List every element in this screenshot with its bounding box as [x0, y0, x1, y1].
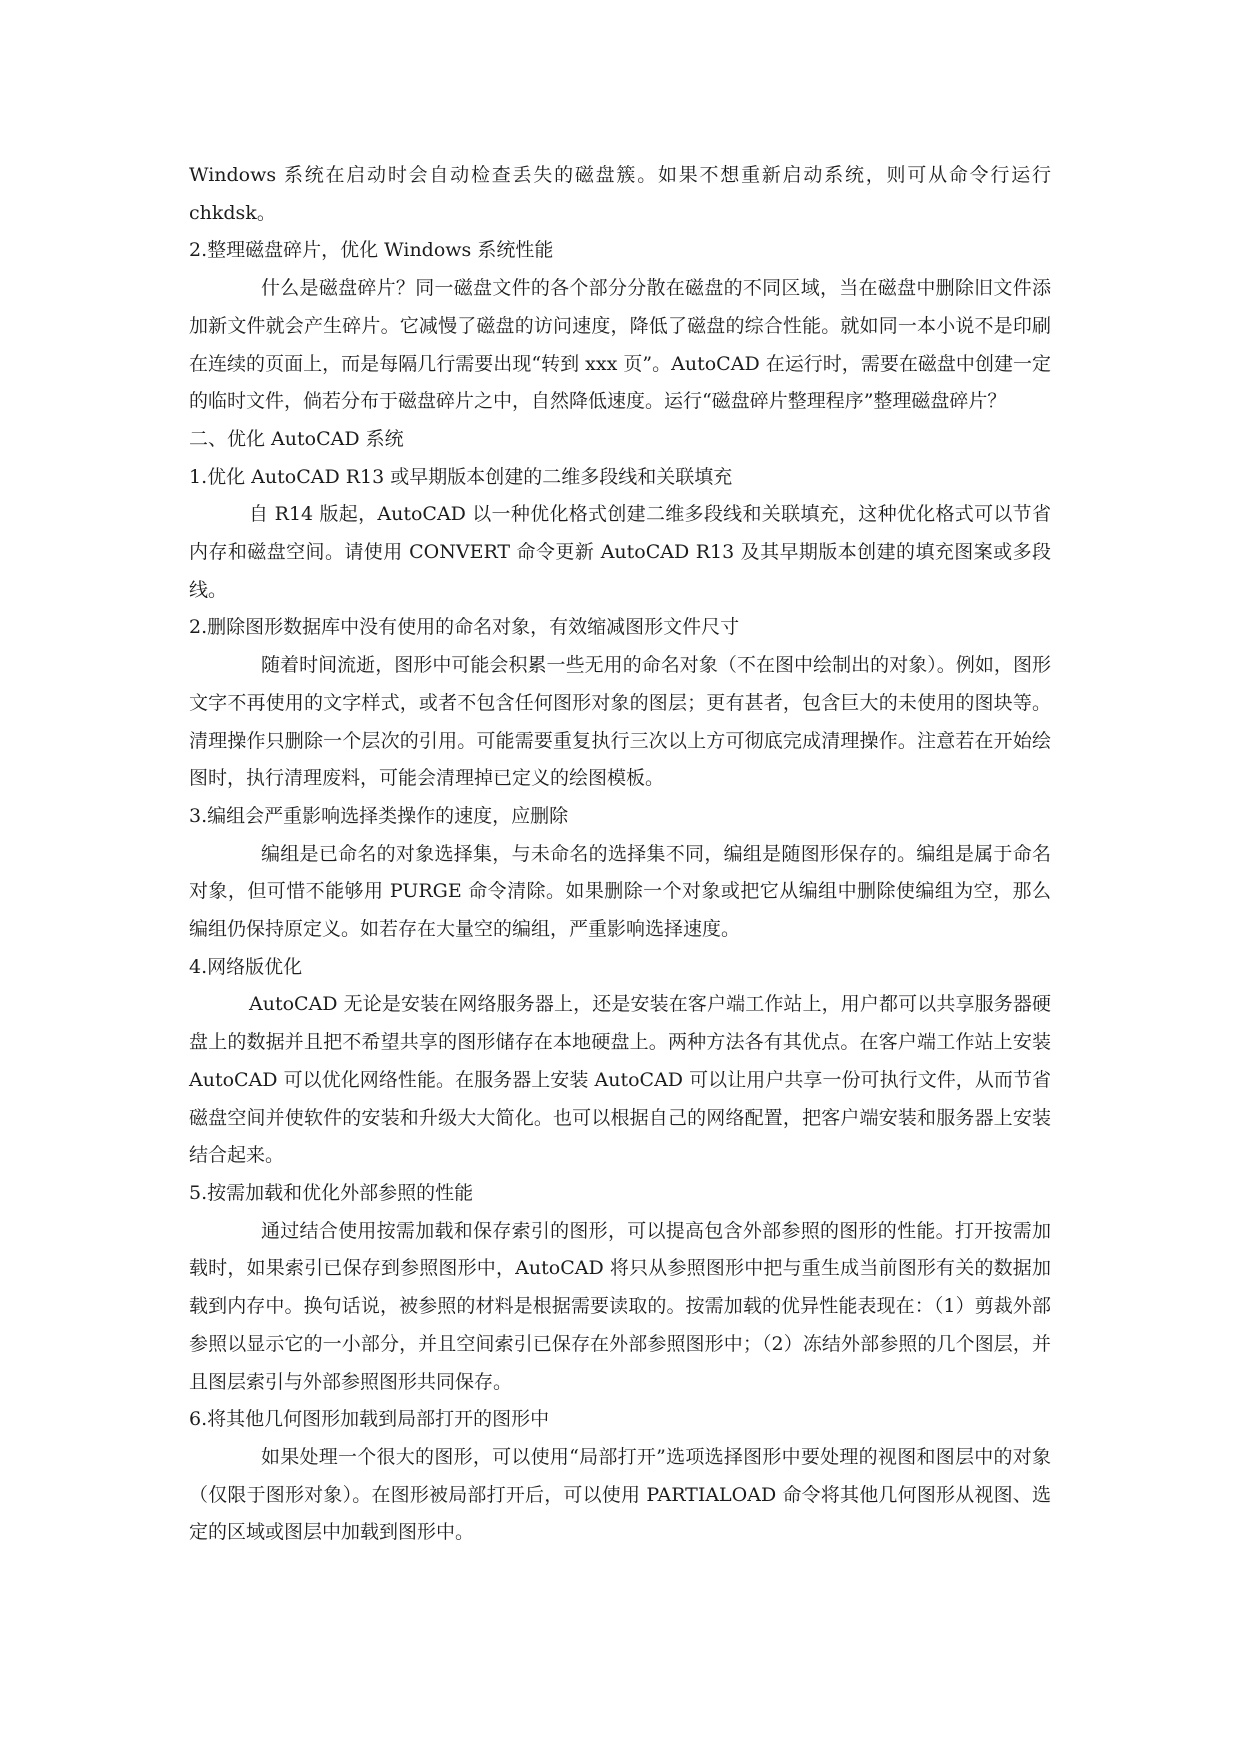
paragraph-xref-demand-load: 通过结合使用按需加载和保存索引的图形，可以提高包含外部参照的图形的性能。打开按需加载时，如果索引已保存到参照图形中，AutoCAD 将只从参照图形中把与重生成当前图形有关的数据加载到内存中。换句话说，被参照的材料是根据需要读取的。按需加载的优异性能表现在：（1）剪裁外部参照以显示它的一小部分，并且空间索引已保存在外部参照图形中；（2）冻结外部参照的几个图层，并且图层索引与外部参照图形共同保存。: [189, 1219, 1051, 1393]
paragraph-groups: 编组是已命名的对象选择集，与未命名的选择集不同，编组是随图形保存的。编组是属于命名对象，但可惜不能够用 PURGE 命令清除。如果删除一个对象或把它从编组中删除使编组为空，那么编组仍保持原定义。如若存在大量空的编组，严重影响选择速度。: [189, 842, 1051, 941]
heading-network: 4.网络版优化: [189, 955, 303, 978]
paragraph-chkdsk: Windows 系统在启动时会自动检查丢失的磁盘簇。如果不想重新启动系统，则可从命令行运行 chkdsk。: [189, 164, 1051, 224]
paragraph-network: AutoCAD 无论是安装在网络服务器上，还是安装在客户端工作站上，用户都可以共享服务器硬盘上的数据并且把不希望共享的图形储存在本地硬盘上。两种方法各有其优点。在客户端工作站上安装 AutoCAD 可以优化网络性能。在服务器上安装 AutoCAD 可以让用户共享一份可执行文件，从而节省磁盘空间并使软件的安装和升级大大简化。也可以根据自己的网络配置，把客户端安装和服务器上安装结合起来。: [189, 993, 1051, 1167]
paragraph-partial-open: 如果处理一个很大的图形，可以使用“局部打开”选项选择图形中要处理的视图和图层中的对象（仅限于图形对象）。在图形被局部打开后，可以使用 PARTIALOAD 命令将其他几何图形从视图、选定的区域或图层中加载到图形中。: [189, 1445, 1051, 1544]
document-body: [189, 157, 1051, 1552]
heading-xref-demand-load: 5.按需加载和优化外部参照的性能: [189, 1181, 474, 1204]
heading-optimize-autocad: 二、优化 AutoCAD 系统: [189, 427, 404, 450]
heading-purge-named-objects: 2.删除图形数据库中没有使用的命名对象，有效缩减图形文件尺寸: [189, 616, 740, 639]
paragraph-purge-named-objects: 随着时间流逝，图形中可能会积累一些无用的命名对象（不在图中绘制出的对象）。例如，图形文字不再使用的文字样式，或者不包含任何图形对象的图层；更有甚者，包含巨大的未使用的图块等。清理操作只删除一个层次的引用。可能需要重复执行三次以上方可彻底完成清理操作。注意若在开始绘图时，执行清理废料，可能会清理掉已定义的绘图模板。: [189, 654, 1051, 790]
paragraph-r13-polylines: 自 R14 版起，AutoCAD 以一种优化格式创建二维多段线和关联填充，这种优化格式可以节省内存和磁盘空间。请使用 CONVERT 命令更新 AutoCAD R13 及其早期版本创建的填充图案或多段线。: [189, 503, 1051, 601]
heading-groups: 3.编组会严重影响选择类操作的速度，应删除: [189, 804, 569, 827]
heading-partial-open: 6.将其他几何图形加载到局部打开的图形中: [189, 1408, 550, 1431]
heading-r13-polylines: 1.优化 AutoCAD R13 或早期版本创建的二维多段线和关联填充: [189, 465, 733, 488]
heading-defrag: 2.整理磁盘碎片，优化 Windows 系统性能: [189, 239, 554, 262]
paragraph-defrag: 什么是磁盘碎片？同一磁盘文件的各个部分分散在磁盘的不同区域，当在磁盘中删除旧文件添加新文件就会产生碎片。它减慢了磁盘的访问速度，降低了磁盘的综合性能。就如同一本小说不是印刷在连续的页面上，而是每隔几行需要出现“转到 xxx 页”。AutoCAD 在运行时，需要在磁盘中创建一定的临时文件，倘若分布于磁盘碎片之中，自然降低速度。运行“磁盘碎片整理程序”整理磁盘碎片？: [189, 277, 1051, 413]
